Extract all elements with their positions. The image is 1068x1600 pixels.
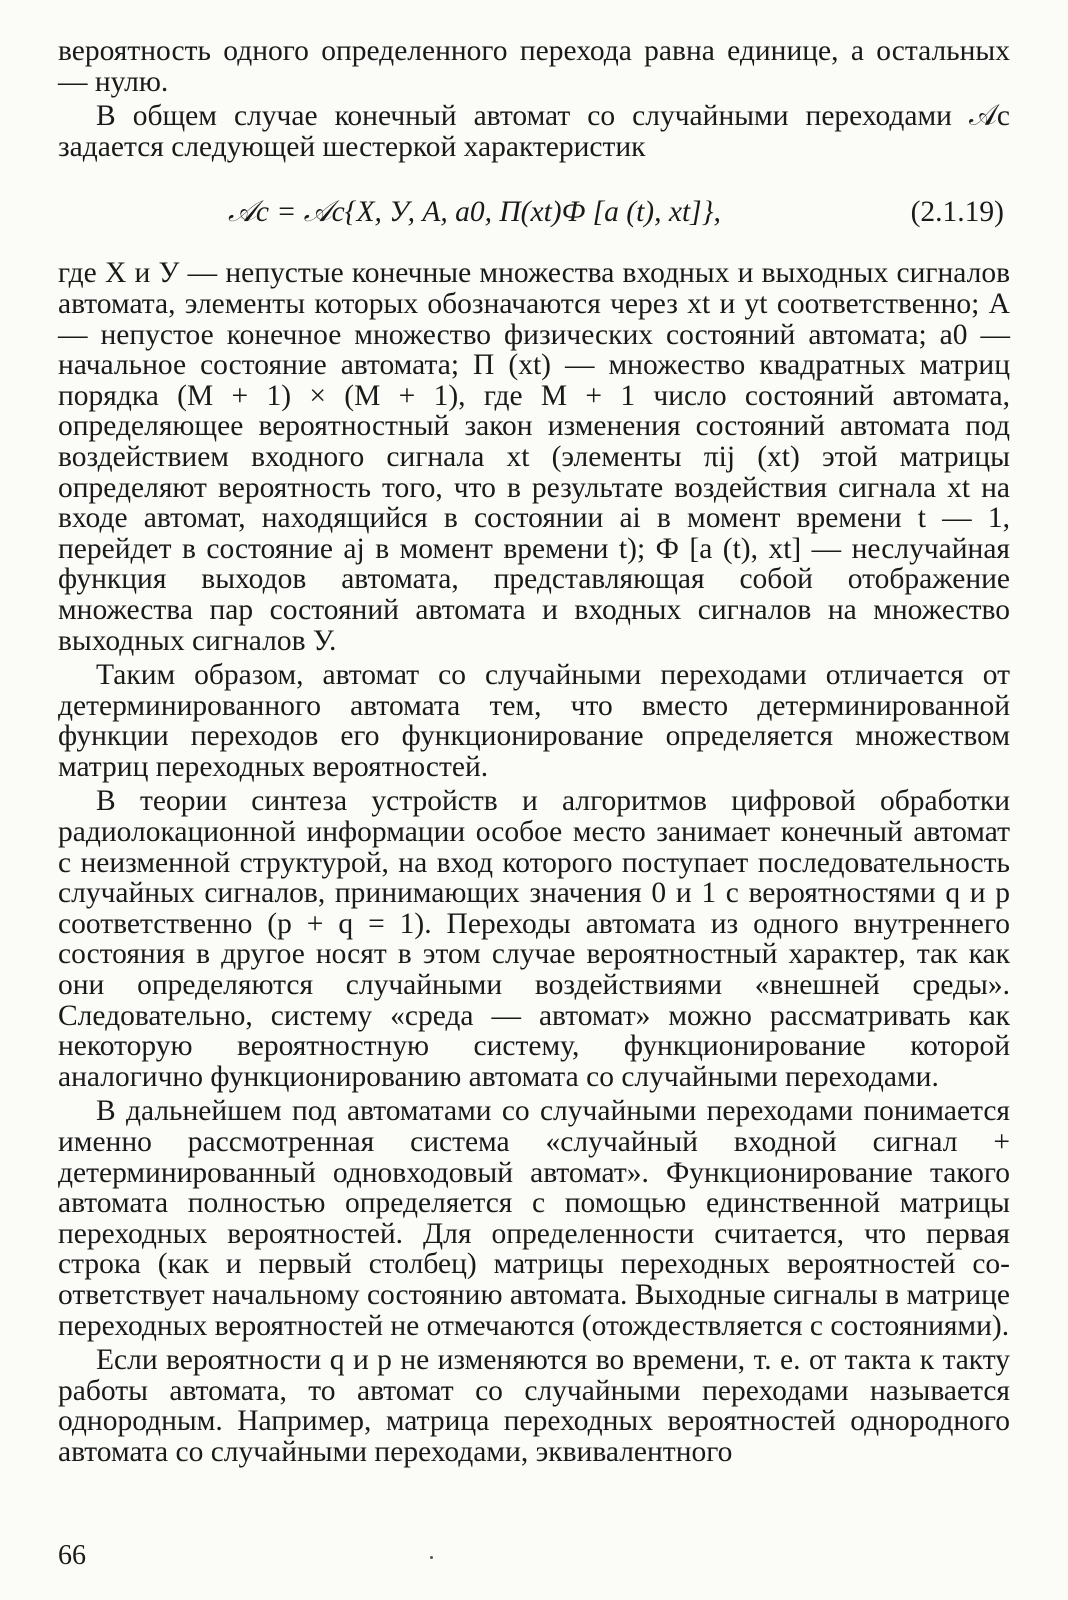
- formula-number: (2.1.19): [910, 196, 1004, 229]
- paragraph-6: В дальнейшем под автоматами со случайными переходами понимается именно рассмотренная система «случайный входной сигнал + детерминированный одновходовый автомат». Функционирование такого автомата полностью определяется с помощью единственной матрицы переходных вероятностей. Для определенности считается, что первая строка (как и первый столбец) матрицы переходных вероятностей соответствует начальному состоянию автомата. Выходные сигналы в матрице переходных вероятностей не отмечаются (отождествляется с состояниями).: [58, 1095, 1010, 1342]
- print-speck: [430, 1556, 433, 1559]
- body-text-continued: [58, 258, 1010, 1467]
- paragraph-3: где X и У — непустые конечные множества входных и выходных сигналов автомата, элементы которых обозначаются через xt и yt соответственно; A — непустое конечное множество физических состояний автомата; a0 — начальное состояние автомата; П (xt) — множество квадратных матриц порядка (M + 1) × (M + 1), где M + 1 число состояний автомата, определяющее вероятностный закон изменения состояний автомата под воздействием входного сигнала xt (элементы πij (xt) этой матрицы определяют вероятность того, что в результате воздействия сигнала xt на входе автомат, находящийся в состоянии ai в момент времени t — 1, перейдет в состояние aj в момент времени t); Ф [a (t), xt] — неслучайная функция выходов автомата, представляющая собой отображение множества пар состояний автомата и входных сигналов на множество выходных сигналов У.: [58, 257, 1010, 657]
- paragraph-4: Таким образом, автомат со случайными переходами отличается от детерминированного автомата тем, что вместо детерминированной функции переходов его функционирование определяется множеством матриц переходных вероятностей.: [58, 659, 1010, 783]
- paragraph-1: вероятность одного определенного перехода равна единице, а остальных — нулю.: [58, 35, 1010, 98]
- paragraph-5: В теории синтеза устройств и алгоритмов цифровой обработки радиолокационной информации особое место занимает конечный автомат с неизменной структурой, на вход которого поступает последовательность случайных сигналов, принимающих значения 0 и 1 с вероятностями q и p соответственно (p + q = 1). Переходы автомата из одного внутреннего состояния в другое носят в этом случае вероятностный характер, так как они определяются случайными воздействиями «внешней среды». Следовательно, систему «среда — автомат» можно рассматривать как некоторую вероятностную систему, функционирование которой аналогично функционированию автомата со случайными переходами.: [58, 785, 1010, 1093]
- paragraph-7: Если вероятности q и p не изменяются во времени, т. е. от такта к такту работы автомата, то автомат со случайными переходами называется однородным. Например, матрица переходных вероятностей однородного автомата со случайными переходами, эквивалентного: [58, 1344, 1010, 1468]
- formula-2-1-19: [58, 196, 1010, 236]
- paragraph-2: В общем случае конечный автомат со случайными переходами 𝒜c задается следующей шестеркой характеристик: [58, 100, 1010, 163]
- body-text: [58, 36, 1010, 162]
- page-number: 66: [58, 1540, 86, 1571]
- formula-expression: 𝒜c = 𝒜c{X, У, A, a0, П(xt)Ф [a (t), xt]},: [228, 196, 721, 229]
